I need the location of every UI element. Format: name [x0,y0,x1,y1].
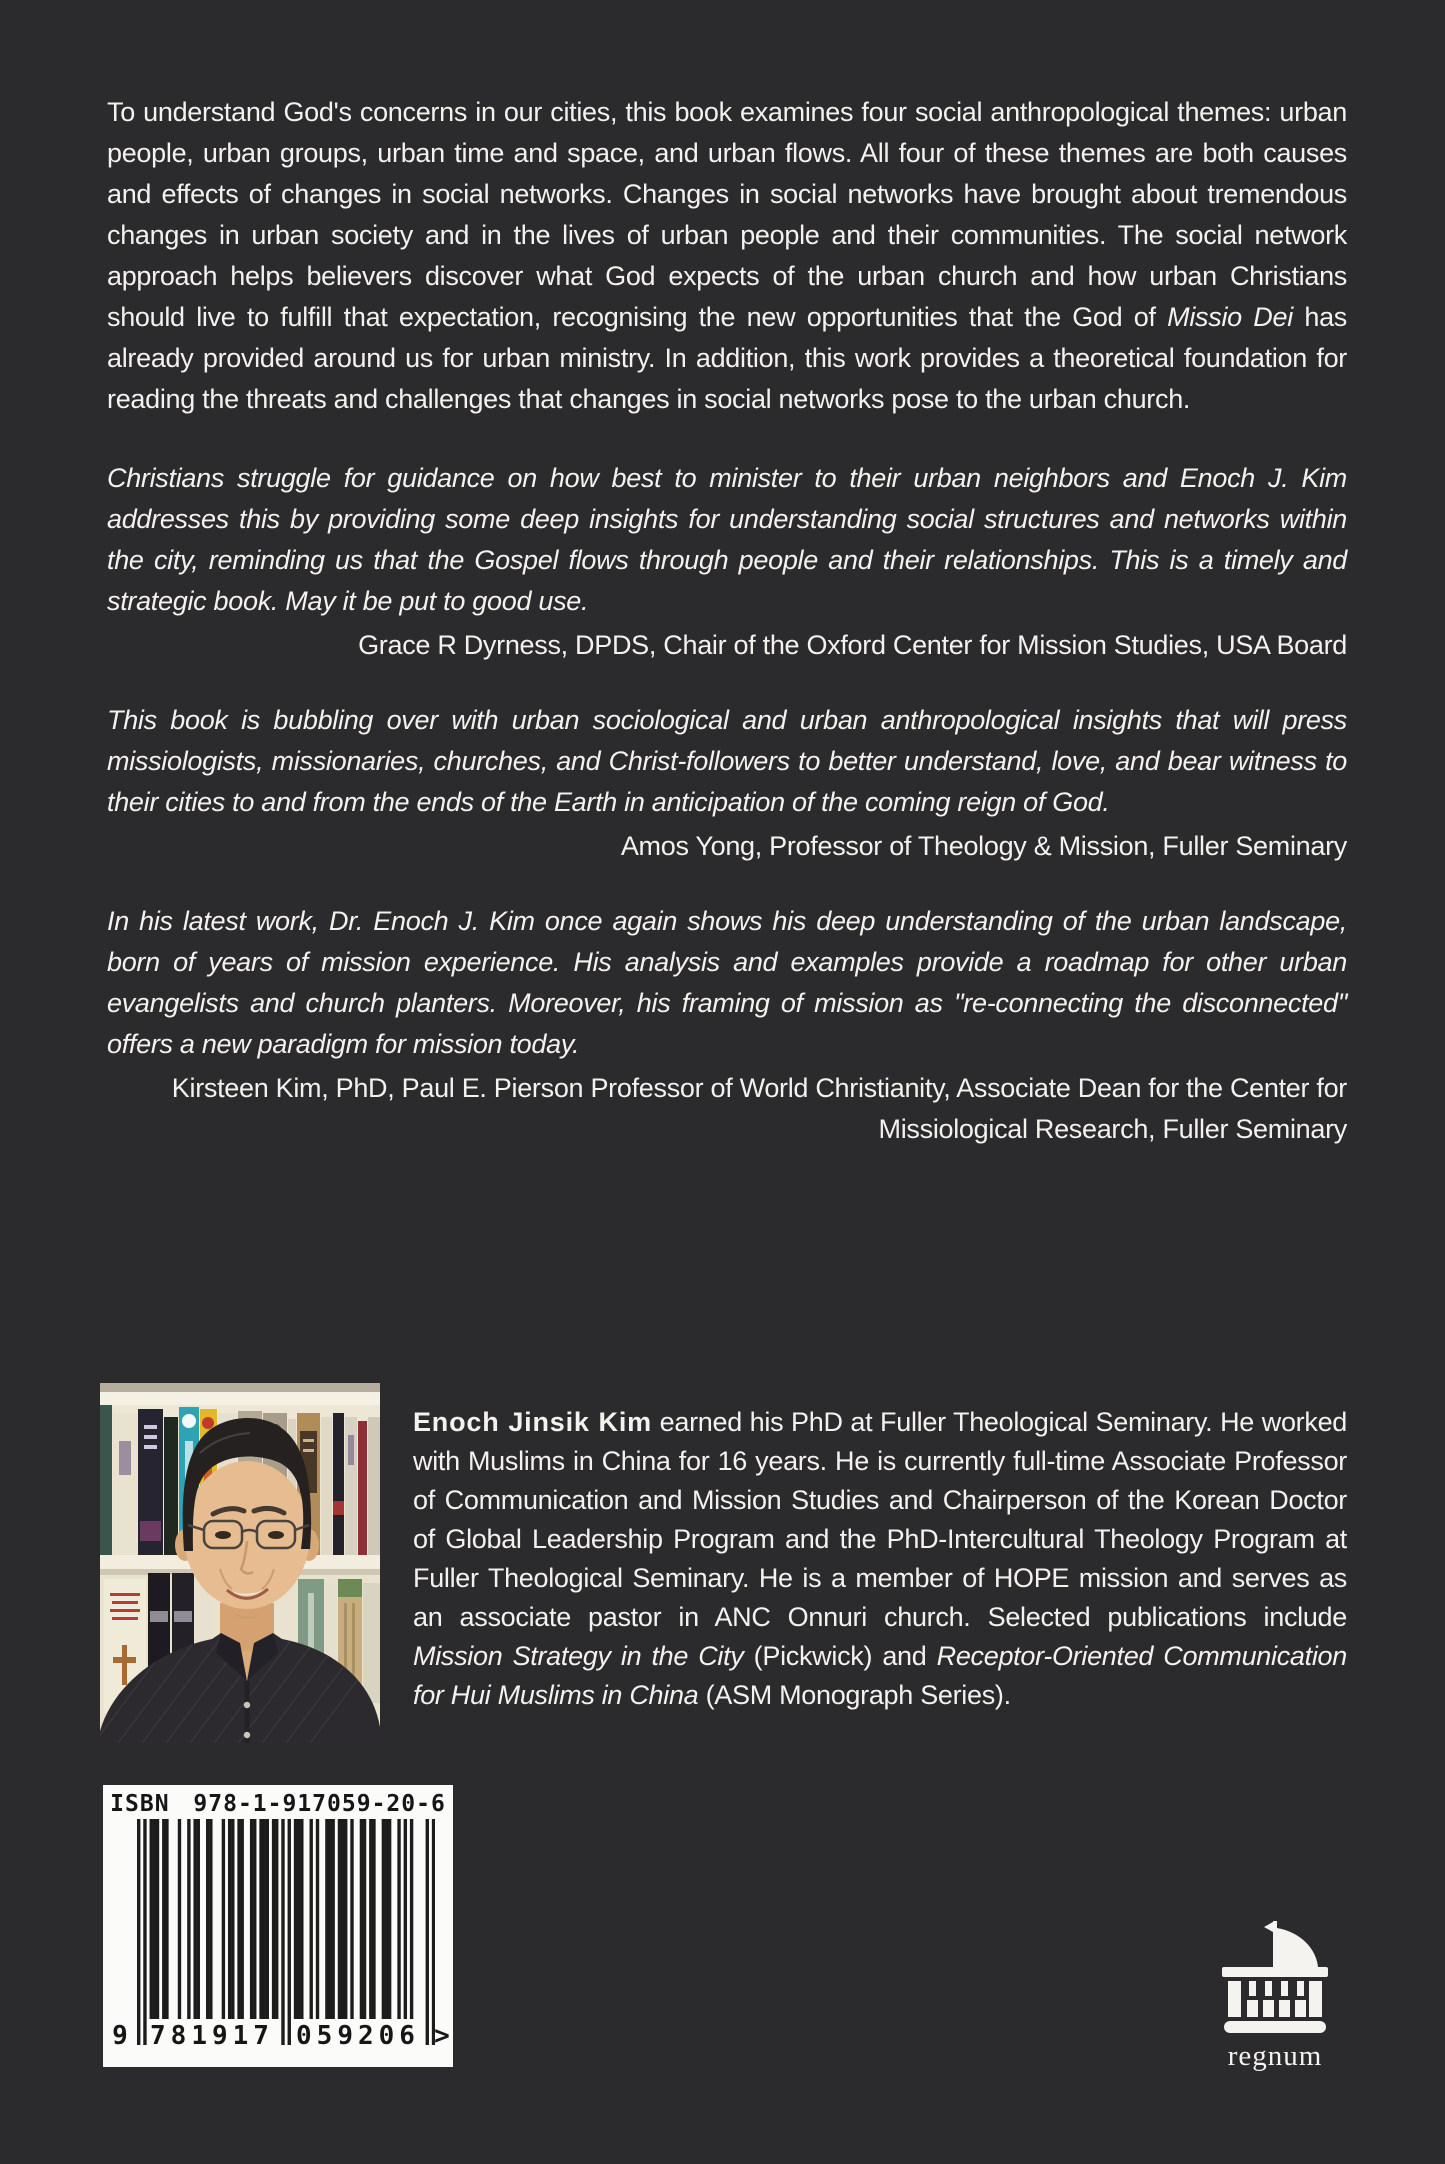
synopsis-latin-phrase: Missio Dei [1167,302,1293,332]
endorsement-1-quote: Christians struggle for guidance on how best to minister to their urban neighbors and Enoch J. Kim addresses this by providing some deep insights for understanding social structures and networks within the city, reminding us that the Gospel flows through people and their relationships. This is a timely and strategic book. May it be put to good use. [107,463,1347,616]
endorsement-3 [107,901,1347,1150]
isbn-label: ISBN 978-1-917059-20-6 [110,1791,446,1817]
barcode-digits-group-1: 781917 [150,2021,274,2051]
author-photo-illustration [100,1383,380,1743]
author-section [100,1383,1348,1748]
author-bio-text: earned his PhD at Fuller Theological Seminary. He worked with Muslims in China for 16 years. He is currently full-time Associate Professor of Communication and Mission Studies and Chairperson of the Korean Doctor of Global Leadership Program and the PhD-Intercultural Theology Program at Fuller Theological Seminary. He is a member of HOPE mission and serves as an associate pastor in ANC Onnuri church. Selected publications include [413,1407,1347,1632]
endorsement-3-attribution: Kirsteen Kim, PhD, Paul E. Pierson Professor of World Christianity, Associate Dean for the Center for Missiological Research, Fuller Seminary [171,1073,1347,1144]
synopsis-text-end: has already provided around us for urban ministry. In addition, this work provides a theoretical foundation for reading the threats and challenges that changes in social networks pose to the urban church. [107,302,1347,414]
endorsement-1 [107,458,1347,666]
isbn-barcode [103,1785,453,2067]
barcode-trailing-symbol: > [434,2021,450,2051]
author-book-title-2: Receptor-Oriented Communication for Hui Muslims in China [413,1641,1347,1710]
author-name: Enoch Jinsik Kim [413,1407,652,1437]
author-book-title-1: Mission Strategy in the City [413,1641,744,1671]
publisher-logo [1220,1918,1330,2073]
endorsement-2-quote: This book is bubbling over with urban sociological and urban anthropological insights that will press missiologists, missionaries, churches, and Christ-followers to better understand, love, and bear witness to their cities to and from the ends of the Earth in anticipation of the coming reign of God. [107,705,1347,817]
capitol-dome-icon [1222,1918,1328,2033]
author-bio [413,1403,1347,1715]
author-photo [100,1383,380,1743]
barcode-digit-leading: 9 [112,2021,128,2051]
barcode-bars [137,1819,435,2047]
endorsement-2-attribution: Amos Yong, Professor of Theology & Mission, Fuller Seminary [620,831,1347,861]
author-bio-end: (ASM Monograph Series). [698,1680,1011,1710]
back-cover-text-column [107,92,1347,1184]
publisher-name: regnum [1227,2040,1323,2072]
author-bio-middle: (Pickwick) and [743,1641,937,1671]
endorsement-3-quote: In his latest work, Dr. Enoch J. Kim once again shows his deep understanding of the urban landscape, born of years of mission experience. His analysis and examples provide a roadmap for other urban evangelists and church planters. Moreover, his framing of mission as "re-connecting the disconnected" offers a new paradigm for mission today. [107,906,1347,1059]
endorsement-1-attribution: Grace R Dyrness, DPDS, Chair of the Oxford Center for Mission Studies, USA Board [358,630,1347,660]
barcode-digits-group-2: 059206 [296,2021,420,2051]
synopsis-paragraph [107,92,1347,420]
synopsis-text-start: To understand God's concerns in our cities, this book examines four social anthropological themes: urban people, urban groups, urban time and space, and urban flows. All four of these themes are both causes and effects of changes in social networks. Changes in social networks have brought about tremendous changes in urban society and in the lives of urban people and their communities. The social network approach helps believers discover what God expects of the urban church and how urban Christians should live to fulfill that expectation, recognising the new opportunities that the God of [107,97,1347,332]
endorsement-2 [107,700,1347,867]
